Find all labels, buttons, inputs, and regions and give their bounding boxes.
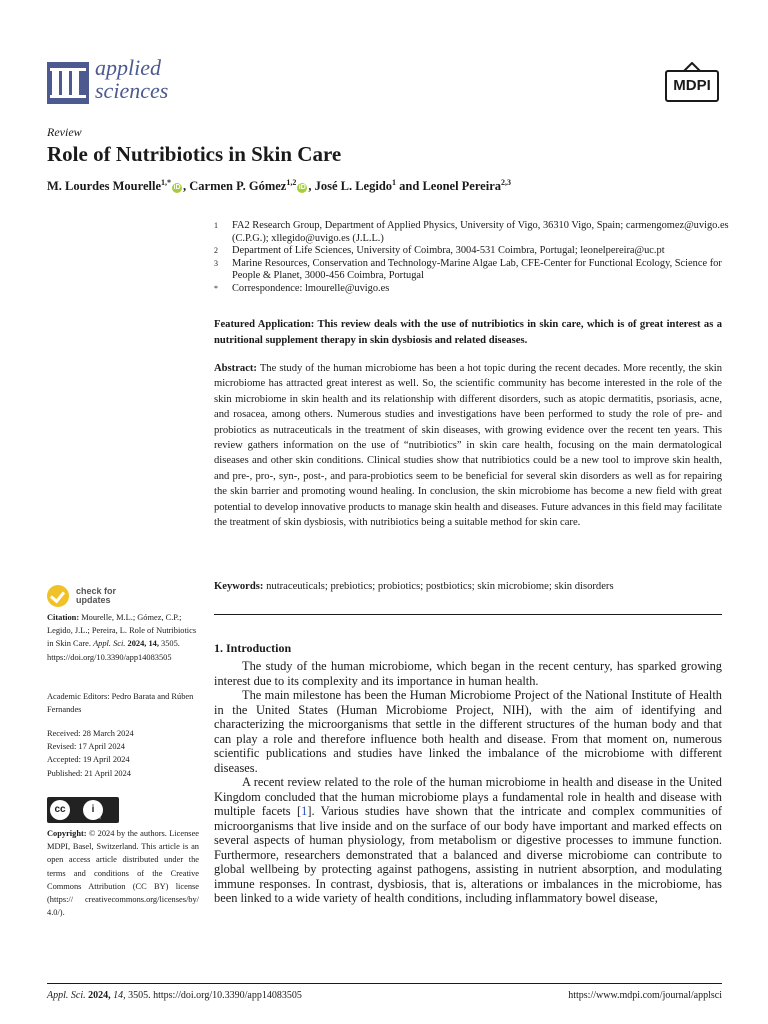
author-list: M. Lourdes Mourelle$^{1,*}$iD , Carmen P. Gómez$^{1,2}$iD , José L. Legido$^1$ and Leonel Pereira$^{2,3}$ — [47, 178, 511, 194]
orcid-icon[interactable]: iD — [173, 184, 181, 192]
featured-application: Featured Application: This review deals with the use of nutribiotics in skin care, which is of great interest as a nutritional supplement therapy in skin dysbiosis and related diseases. — [214, 319, 722, 346]
journal-name: applied sciences — [95, 55, 169, 103]
cc-by-license-icon[interactable]: cc i BY — [47, 797, 119, 823]
affiliation-item: 2 Department of Life Sciences, University of Coimbra, 3004-531 Coimbra, Portugal; leonelpereira@uc.pt — [214, 245, 665, 257]
copyright: Copyright: © 2024 by the authors. Licensee MDPI, Basel, Switzerland. This article is an open access article distributed under the terms and conditions of the Creative Commons Attribution (CC BY) license (https:// creativecommons.org/licenses/by/ 4.0/). — [47, 829, 199, 918]
affiliation-item: 1 FA2 Research Group, Department of Applied Physics, University of Vigo, 36310 Vigo, Spain; carmengomez@uvigo.es (C.P.G.); xllegido@uvigo.es (J.L.L.) — [214, 220, 729, 244]
received-date: Received: 28 March 2024 — [47, 729, 134, 738]
revised-date: Revised: 17 April 2024 — [47, 742, 125, 752]
author-name[interactable]: José L. Legido — [314, 179, 393, 194]
footer-journal-url[interactable]: https://www.mdpi.com/journal/applsci — [568, 990, 722, 1001]
orcid-icon[interactable]: iD — [298, 184, 306, 192]
check-icon — [47, 585, 69, 607]
footer-divider — [47, 983, 722, 984]
keywords-text: nutraceuticals; prebiotics; probiotics; postbiotics; skin microbiome; skin disorders — [266, 581, 614, 592]
article-type: Review — [47, 125, 82, 139]
abstract-label: Abstract: — [214, 363, 257, 374]
divider — [214, 614, 722, 615]
academic-editors: Academic Editors: Pedro Barata and Rúben Fernandes — [47, 692, 194, 715]
citation: Citation: Mourelle, M.L.; Gómez, C.P.; Legido, J.L.; Pereira, L. Role of Nutribiotics in Skin Care. Appl. Sci. 2024, 14, 3505. https://doi.org/10.3390/app14083505 — [47, 613, 197, 662]
section-heading: 1. Introduction — [214, 641, 292, 655]
affiliation-item: 3 Marine Resources, Conservation and Technology-Marine Algae Lab, CFE-Center for Functional Ecology, Science for People & Planet, 3000-456 Coimbra, Portugal — [214, 257, 722, 282]
article-title: Role of Nutribiotics in Skin Care — [47, 142, 342, 166]
doi-link[interactable]: 3505. https://doi.org/10.3390/app14083505 — [47, 639, 180, 662]
author-name[interactable]: M. Lourdes Mourelle — [47, 179, 161, 194]
keywords-label: Keywords: — [214, 581, 264, 592]
dates — [47, 727, 199, 780]
keywords — [214, 581, 722, 592]
affiliations — [214, 220, 734, 296]
footer-citation: Appl. Sci. 2024, 14, 3505. https://doi.org/10.3390/app14083505 — [47, 990, 302, 1001]
abstract — [214, 361, 722, 530]
abstract-text: The study of the human microbiome has been a hot topic during the recent decades. More recently, the skin microbiome has attracted great interest as well. So, the scientific community has become interested in the role of the skin microbiome in skin health and its relationship with different disorders, such as atopic dermatitis, psoriasis, acne, and rosacea, among others. Numerous studies and investigations have been performed to study the role of pre- and probiotics as nutraceuticals in the treatment of skin diseases, with growing evidence over the recent ten years. This review gathers information on the use of “nutribiotics” in skin care health, focusing on the main dermatological diseases and other skin conditions. Clinical studies show that nutribiotics could be a new tool to improve skin health, and pre-, pro-, syn-, post-, and para-probiotics seem to be beneficial for several skin disorders as well as for repairing the skin barrier and promoting wound healing. In conclusion, the skin microbiome has become a new field with great potential to develop innovative products to manage skin health and diseases. Future advances in this field may facilitate the treatment of skin dysbiosis, with nutribiotics being a suitable method for skin care. — [214, 363, 722, 529]
paragraph: The main milestone has been the Human Microbiome Project of the National Institute of Health in the United States (Human Microbiome Project, NIH), with the aim of identifying and characterizing the microorganisms that settle in the different structures of the human body and that can play a role and therefore influence both health and disease. From that moment on, numerous scientific publications and studies have linked the imbalance of the microbiome with different diseases. — [214, 688, 722, 775]
accepted-date: Accepted: 19 April 2024 — [47, 755, 130, 765]
author-name[interactable]: Carmen P. Gómez — [189, 179, 287, 194]
author-name[interactable]: Leonel Pereira — [422, 179, 501, 194]
body-text — [214, 659, 722, 906]
paragraph: The study of the human microbiome, which began in the recent century, has sparked growing interest due to its complexity and its importance in human health. — [214, 659, 722, 688]
publisher-logo[interactable]: MDPI — [665, 70, 719, 102]
citation-link[interactable]: 1 — [301, 804, 308, 818]
correspondence: * Correspondence: lmourelle@uvigo.es — [214, 282, 390, 294]
check-for-updates-button[interactable]: check for updates — [47, 585, 116, 607]
paragraph: A recent review related to the role of the human microbiome in health and disease in the United Kingdom concluded that the human microbiome plays a fundamental role in health and disease with multiple facets [1]. Various studies have shown that the intricate and complex communities of microorganisms that live inside and on the surface of our body have important and marked effects on several aspects of human physiology, from metabolism or digestive processes to immune function. Furthermore, researchers demonstrated that a balanced and diverse microbiome can contribute to global wellbeing by protecting against pathogens, assisting in nutrient absorption, and modulating immune responses. In contrast, dysbiosis, that is, alterations or imbalances in the microbiome, has been linked to a wide variety of health conditions, including inflammatory bowel disease, — [214, 775, 722, 905]
published-date: Published: 21 April 2024 — [47, 768, 131, 778]
journal-logo-icon — [47, 62, 89, 104]
